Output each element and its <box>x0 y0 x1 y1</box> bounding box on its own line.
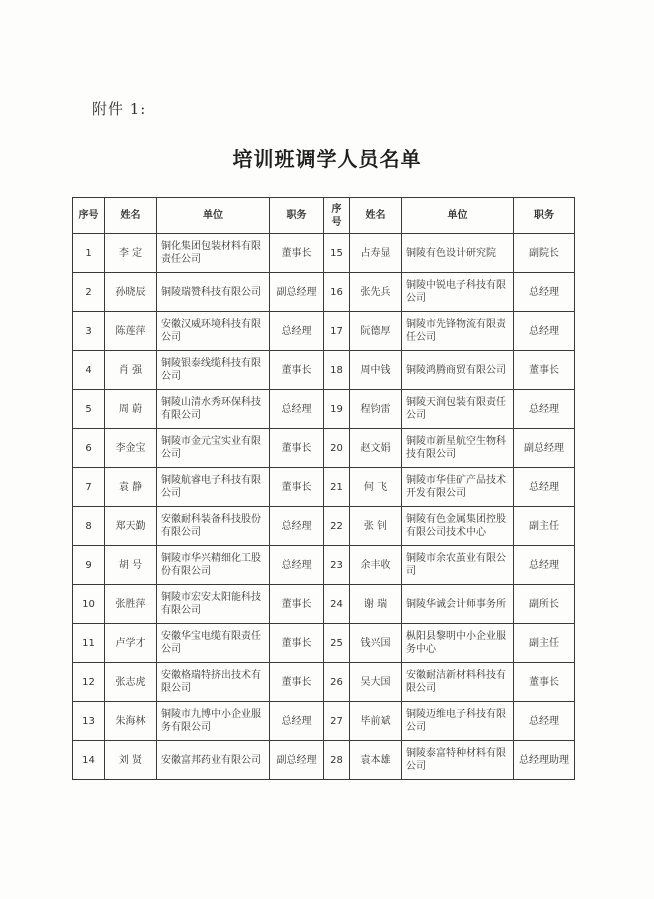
cell-unit-left: 安徽格瑞特挤出技术有限公司 <box>157 663 270 702</box>
cell-name-left: 周 蔚 <box>105 390 157 429</box>
cell-name-right: 余丰收 <box>350 546 402 585</box>
cell-seq-right: 22 <box>324 507 350 546</box>
cell-title-left: 董事长 <box>270 468 324 507</box>
cell-seq-right: 24 <box>324 585 350 624</box>
cell-seq-right: 25 <box>324 624 350 663</box>
cell-seq-left: 12 <box>73 663 105 702</box>
cell-title-right: 副主任 <box>514 624 575 663</box>
header-row <box>73 198 575 234</box>
cell-seq-right: 28 <box>324 741 350 780</box>
table-row <box>73 507 575 546</box>
cell-title-right: 总经理 <box>514 546 575 585</box>
cell-title-right: 副主任 <box>514 507 575 546</box>
cell-unit-right: 铜陵华诚会计师事务所 <box>402 585 514 624</box>
cell-name-left: 张志虎 <box>105 663 157 702</box>
cell-name-right: 程钧雷 <box>350 390 402 429</box>
cell-name-right: 袁本雄 <box>350 741 402 780</box>
roster-table <box>72 197 575 780</box>
table-row <box>73 702 575 741</box>
cell-name-left: 李金宝 <box>105 429 157 468</box>
cell-title-right: 副院长 <box>514 234 575 273</box>
cell-name-right: 吴大国 <box>350 663 402 702</box>
table-row <box>73 468 575 507</box>
cell-name-left: 袁 静 <box>105 468 157 507</box>
cell-name-right: 周中钱 <box>350 351 402 390</box>
cell-title-right: 总经理 <box>514 390 575 429</box>
table-row <box>73 273 575 312</box>
cell-name-right: 钱兴国 <box>350 624 402 663</box>
table-row <box>73 351 575 390</box>
cell-unit-left: 铜陵市九博中小企业服务有限公司 <box>157 702 270 741</box>
cell-unit-left: 安徽耐科装备科技股份有限公司 <box>157 507 270 546</box>
cell-unit-right: 铜陵有色金属集团控股有限公司技术中心 <box>402 507 514 546</box>
table-row <box>73 741 575 780</box>
cell-name-left: 卢学才 <box>105 624 157 663</box>
cell-name-right: 毕前斌 <box>350 702 402 741</box>
cell-title-left: 副总经理 <box>270 741 324 780</box>
cell-seq-right: 27 <box>324 702 350 741</box>
cell-title-left: 董事长 <box>270 351 324 390</box>
cell-title-right: 总经理 <box>514 468 575 507</box>
cell-seq-right: 23 <box>324 546 350 585</box>
cell-unit-right: 枞阳县黎明中小企业服务中心 <box>402 624 514 663</box>
cell-seq-left: 6 <box>73 429 105 468</box>
cell-name-left: 郑天勤 <box>105 507 157 546</box>
cell-unit-right: 铜陵市新星航空生物科技有限公司 <box>402 429 514 468</box>
cell-title-left: 董事长 <box>270 624 324 663</box>
cell-unit-left: 安徽富邦药业有限公司 <box>157 741 270 780</box>
cell-name-left: 张胜萍 <box>105 585 157 624</box>
cell-title-left: 董事长 <box>270 663 324 702</box>
cell-title-left: 董事长 <box>270 429 324 468</box>
cell-title-right: 副所长 <box>514 585 575 624</box>
cell-unit-right: 铜陵泰富特种材料有限公司 <box>402 741 514 780</box>
cell-title-left: 董事长 <box>270 234 324 273</box>
header-seq-right: 序号 <box>324 198 350 234</box>
cell-title-right: 总经理 <box>514 273 575 312</box>
cell-seq-right: 15 <box>324 234 350 273</box>
header-name-left: 姓名 <box>105 198 157 234</box>
header-unit-right: 单位 <box>402 198 514 234</box>
cell-unit-right: 铜陵市华佳矿产品技术开发有限公司 <box>402 468 514 507</box>
header-title-right: 职务 <box>514 198 575 234</box>
header-name-right: 姓名 <box>350 198 402 234</box>
attachment-label: 附件 1: <box>92 100 147 118</box>
cell-title-right: 董事长 <box>514 351 575 390</box>
cell-seq-right: 17 <box>324 312 350 351</box>
cell-seq-left: 11 <box>73 624 105 663</box>
cell-title-left: 董事长 <box>270 585 324 624</box>
cell-name-left: 陈莲萍 <box>105 312 157 351</box>
cell-seq-left: 3 <box>73 312 105 351</box>
cell-seq-left: 8 <box>73 507 105 546</box>
table-row <box>73 663 575 702</box>
table-row <box>73 546 575 585</box>
cell-name-right: 张先兵 <box>350 273 402 312</box>
cell-name-left: 孙晓辰 <box>105 273 157 312</box>
cell-name-right: 赵文娟 <box>350 429 402 468</box>
table-row <box>73 234 575 273</box>
table-row <box>73 312 575 351</box>
cell-unit-right: 铜陵中锐电子科技有限公司 <box>402 273 514 312</box>
cell-title-left: 总经理 <box>270 546 324 585</box>
cell-seq-right: 20 <box>324 429 350 468</box>
cell-unit-left: 铜陵市金元宝实业有限公司 <box>157 429 270 468</box>
cell-seq-right: 19 <box>324 390 350 429</box>
cell-title-right: 副总经理 <box>514 429 575 468</box>
cell-seq-left: 10 <box>73 585 105 624</box>
cell-unit-right: 铜陵有色设计研究院 <box>402 234 514 273</box>
cell-title-left: 总经理 <box>270 312 324 351</box>
cell-title-left: 总经理 <box>270 390 324 429</box>
cell-title-left: 总经理 <box>270 702 324 741</box>
header-seq-left: 序号 <box>73 198 105 234</box>
cell-name-left: 李 定 <box>105 234 157 273</box>
cell-seq-right: 18 <box>324 351 350 390</box>
cell-name-left: 胡 号 <box>105 546 157 585</box>
cell-unit-left: 铜陵市华兴精细化工股份有限公司 <box>157 546 270 585</box>
table-row <box>73 624 575 663</box>
cell-title-left: 副总经理 <box>270 273 324 312</box>
cell-name-right: 阮德厚 <box>350 312 402 351</box>
cell-seq-left: 2 <box>73 273 105 312</box>
cell-unit-left: 铜陵航睿电子科技有限公司 <box>157 468 270 507</box>
cell-seq-left: 13 <box>73 702 105 741</box>
header-title-left: 职务 <box>270 198 324 234</box>
cell-unit-right: 铜陵鸿腾商贸有限公司 <box>402 351 514 390</box>
cell-title-right: 总经理助理 <box>514 741 575 780</box>
cell-unit-left: 铜陵银泰线缆科技有限公司 <box>157 351 270 390</box>
cell-name-right: 张 钊 <box>350 507 402 546</box>
cell-unit-right: 铜陵市先锋物流有限责任公司 <box>402 312 514 351</box>
header-unit-left: 单位 <box>157 198 270 234</box>
cell-name-right: 谢 瑞 <box>350 585 402 624</box>
cell-unit-right: 铜陵市余农茧业有限公司 <box>402 546 514 585</box>
cell-unit-left: 安徽汉威环境科技有限公司 <box>157 312 270 351</box>
cell-unit-left: 铜陵瑞赞科技有限公司 <box>157 273 270 312</box>
cell-title-right: 总经理 <box>514 702 575 741</box>
cell-name-right: 占寿显 <box>350 234 402 273</box>
cell-unit-right: 铜陵天润包装有限责任公司 <box>402 390 514 429</box>
cell-title-right: 董事长 <box>514 663 575 702</box>
cell-seq-left: 9 <box>73 546 105 585</box>
cell-unit-left: 铜化集团包装材料有限责任公司 <box>157 234 270 273</box>
cell-unit-left: 安徽华宝电缆有限责任公司 <box>157 624 270 663</box>
cell-name-left: 刘 贤 <box>105 741 157 780</box>
cell-title-left: 总经理 <box>270 507 324 546</box>
cell-name-left: 朱海林 <box>105 702 157 741</box>
cell-seq-left: 4 <box>73 351 105 390</box>
cell-unit-right: 铜陵迈维电子科技有限公司 <box>402 702 514 741</box>
cell-title-right: 总经理 <box>514 312 575 351</box>
table-row <box>73 585 575 624</box>
cell-unit-right: 安徽耐洁新材料科技有限公司 <box>402 663 514 702</box>
cell-name-right: 何 飞 <box>350 468 402 507</box>
cell-unit-left: 铜陵市宏安太阳能科技有限公司 <box>157 585 270 624</box>
cell-seq-left: 14 <box>73 741 105 780</box>
cell-name-left: 肖 强 <box>105 351 157 390</box>
table-row <box>73 429 575 468</box>
cell-unit-left: 铜陵山清水秀环保科技有限公司 <box>157 390 270 429</box>
cell-seq-right: 26 <box>324 663 350 702</box>
document-title: 培训班调学人员名单 <box>232 147 422 171</box>
cell-seq-left: 1 <box>73 234 105 273</box>
cell-seq-left: 5 <box>73 390 105 429</box>
table-row <box>73 390 575 429</box>
cell-seq-right: 16 <box>324 273 350 312</box>
cell-seq-right: 21 <box>324 468 350 507</box>
roster-body <box>73 234 575 780</box>
cell-seq-left: 7 <box>73 468 105 507</box>
